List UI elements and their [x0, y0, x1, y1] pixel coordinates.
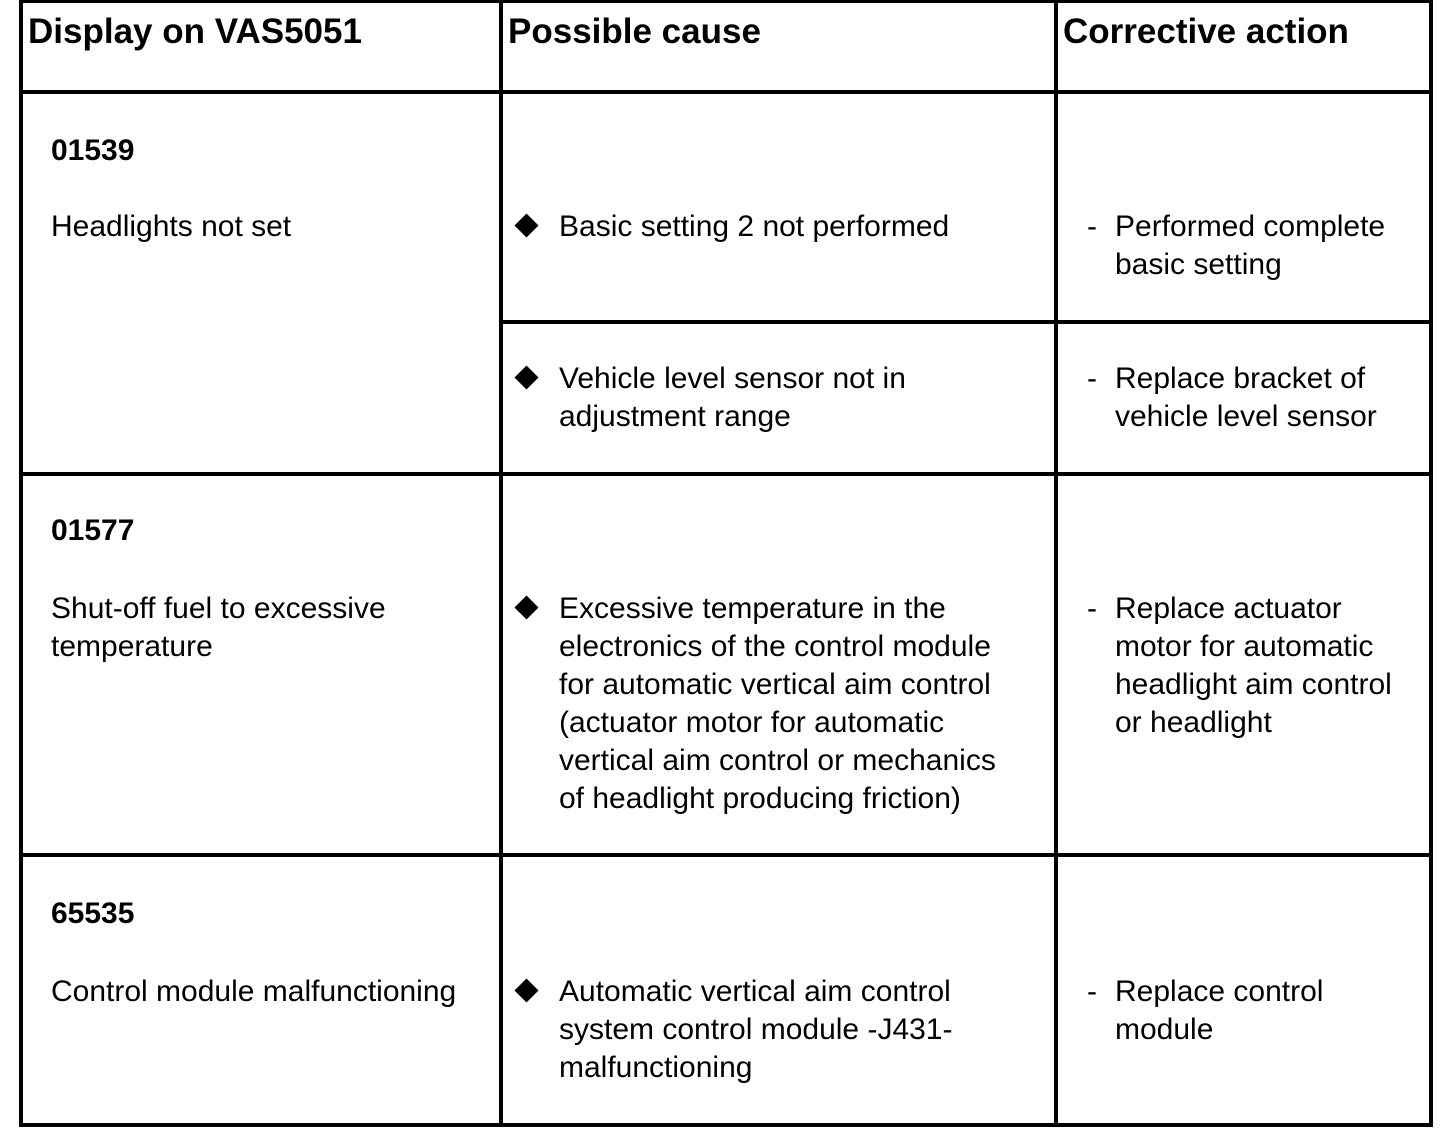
row-divider-1: [19, 472, 1433, 476]
header-cause: Possible cause: [508, 12, 761, 51]
possible-cause: Excessive temperature in the electronics of the control module for automatic vertical aim control (actuator motor for automatic vertical aim control or mechanics of headlight producing friction): [559, 592, 996, 815]
fault-description: Headlights not set: [51, 210, 292, 243]
table-border-left: [19, 0, 23, 1127]
dash-bullet: -: [1087, 592, 1097, 625]
header-action: Corrective action: [1063, 12, 1349, 51]
diamond-bullet-icon: [514, 213, 538, 237]
fault-description: Control module malfunctioning: [51, 975, 457, 1008]
table-border-right: [1429, 0, 1433, 1127]
column-divider-2: [1054, 0, 1058, 1127]
sub-row-divider: [499, 320, 1433, 324]
fault-code: 01577: [51, 514, 135, 547]
diamond-bullet-icon: [514, 365, 538, 389]
table-border-top: [19, 0, 1433, 3]
diamond-bullet-icon: [514, 978, 538, 1002]
dash-bullet: -: [1087, 362, 1097, 395]
table-border-bottom: [19, 1123, 1433, 1127]
fault-description: Shut-off fuel to excessive temperature: [51, 592, 386, 663]
dash-bullet: -: [1087, 975, 1097, 1008]
diamond-bullet-icon: [514, 595, 538, 619]
column-divider-1: [499, 0, 503, 1127]
possible-cause: Vehicle level sensor not in adjustment range: [559, 362, 906, 433]
header-divider: [19, 90, 1433, 94]
corrective-action: Replace actuator motor for automatic headlight aim control or headlight: [1115, 592, 1392, 739]
corrective-action: Replace bracket of vehicle level sensor: [1115, 362, 1377, 433]
corrective-action: Performed complete basic setting: [1115, 210, 1386, 281]
fault-code: 01539: [51, 134, 135, 167]
possible-cause: Automatic vertical aim control system control module -J431- malfunctioning: [559, 975, 953, 1084]
row-divider-2: [19, 853, 1433, 857]
fault-code: 65535: [51, 897, 135, 930]
corrective-action: Replace control module: [1115, 975, 1324, 1046]
dash-bullet: -: [1087, 210, 1097, 243]
possible-cause: Basic setting 2 not performed: [559, 210, 950, 243]
header-display: Display on VAS5051: [28, 12, 362, 51]
